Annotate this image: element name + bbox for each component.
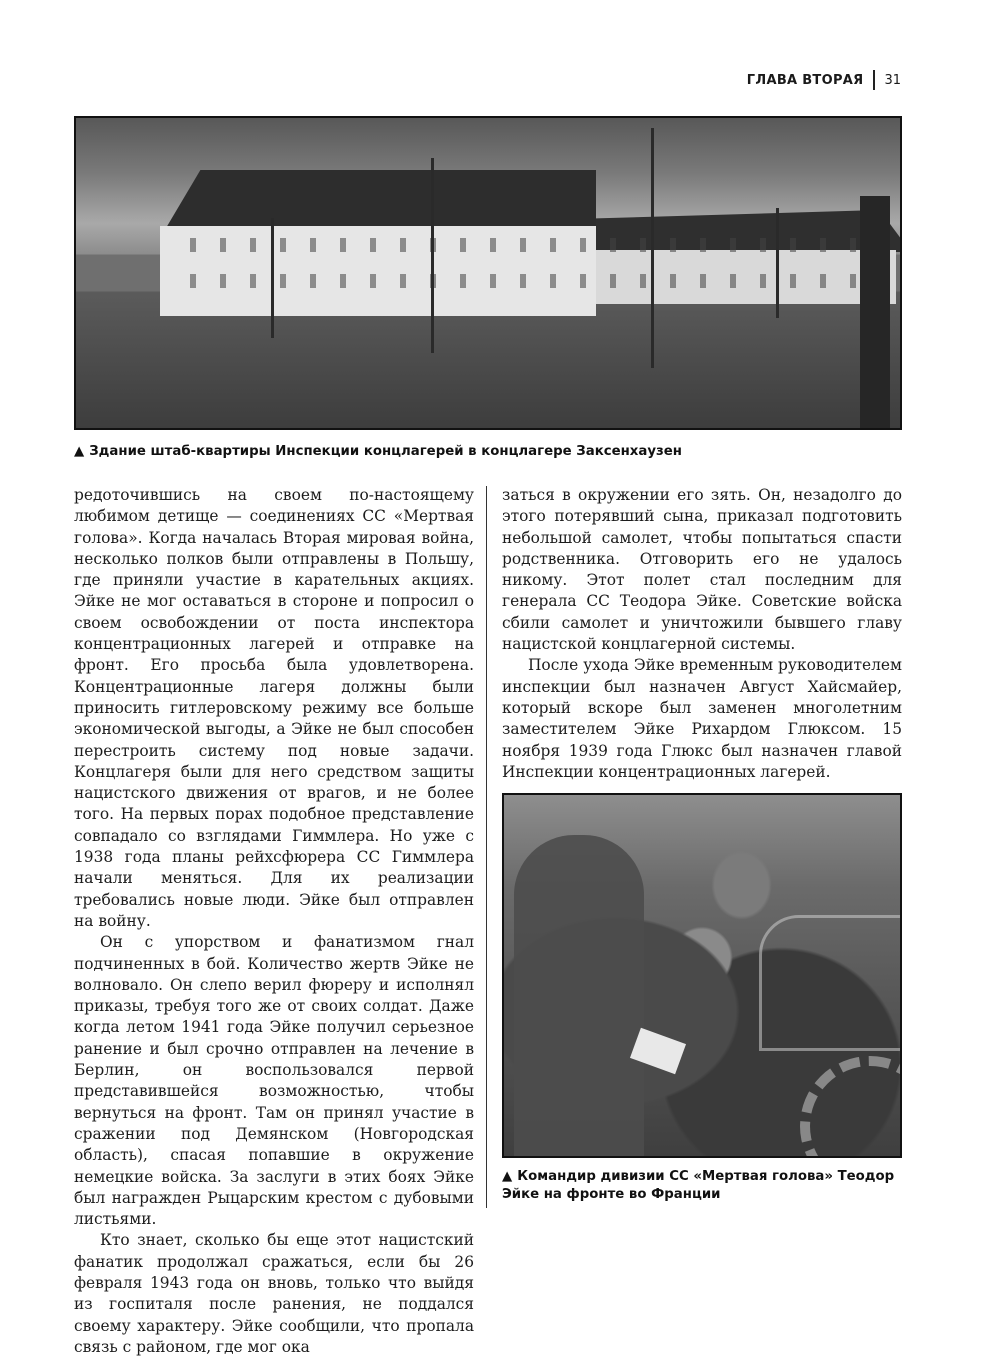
car-windshield — [759, 915, 902, 1051]
young-tree — [271, 218, 274, 338]
running-head — [747, 70, 901, 90]
spare-wheel — [800, 1056, 902, 1158]
officer-figure — [514, 835, 644, 1158]
caption-triangle-icon: ▲ — [74, 444, 85, 459]
top-photo-caption — [74, 443, 904, 461]
eicke-in-car-photo — [502, 793, 902, 1158]
chapter-title: ГЛАВА ВТОРАЯ — [746, 72, 864, 88]
caption-triangle-icon: ▲ — [502, 1169, 513, 1184]
column-divider — [486, 486, 487, 1208]
wooden-post — [860, 196, 890, 428]
paragraph: заться в окружении его зять. Он, незадолго до этого потерявший сына, приказал подготовить небольшой самолет, чтобы попытаться спасти родственника. Отговорить его не удалось никому. Этот полет стал последним для генерала СС Теодора Эйке. Советские войска сбили самолет и уничтожили бывшего главу нацистской концлагерной системы. — [502, 486, 902, 654]
bottom-photo-caption — [502, 1168, 912, 1204]
sachsenhausen-headquarters-photo — [74, 116, 902, 430]
text-column-right — [502, 485, 902, 783]
young-tree — [776, 208, 779, 318]
young-tree — [431, 158, 434, 353]
paragraph: редоточившись на своем по-настоящему любимом детище — соединениях СС «Мертвая голова». Когда началась Вторая мировая война, несколько полков были отправлены в Польшу, где приняли участие в карательных акциях. Эйке не мог оставаться в стороне и попросил о своем освобождении от поста инспектора концентрационных лагерей и отправке на фронт. Его просьба была удовлетворена. Концентрационные лагеря должны были приносить гитлеровскому режиму все больше экономической выгоды, а Эйке не был способен перестроить систему под новые задачи. Концлагеря были для него средством защиты нацистского движения от врагов, и не более того. На первых порах подобное представление совпадало со взглядами Гиммлера. Но уже с 1938 года планы рейхсфюрера СС Гиммлера начали меняться. Для их реализации требовались новые люди. Эйке был отправлен на войну. — [74, 486, 474, 930]
caption-text: Командир дивизии СС «Мертвая голова» Теодор Эйке на фронте во Франции — [502, 1169, 895, 1202]
paragraph: Кто знает, сколько бы еще этот нацистский фанатик продолжал сражаться, если бы 26 февраля 1943 года он вновь, только что выйдя из госпиталя после ранения, не поддался своему характеру. Эйке сообщили, что пропала связь с районом, где мог ока — [74, 1231, 474, 1356]
paragraph: После ухода Эйке временным руководителем инспекции был назначен Август Хайсмайер, который вскоре был заменен многолетним заместителем Эйке Рихардом Глюксом. 15 ноября 1939 года Глюкс был назначен главой Инспекции концентрационных лагерей. — [502, 656, 902, 781]
young-tree — [651, 128, 654, 368]
building-roof — [166, 170, 596, 228]
paragraph: Он с упорством и фанатизмом гнал подчиненных в бой. Количество жертв Эйке не волновало. Он слепо верил фюреру и исполнял приказы, требуя того же от своих солдат. Даже когда летом 1941 года Эйке получил серьезное ранение и был срочно отправлен на лечение в Берлин, он воспользовался первой представившейся возможностью, чтобы вернуться на фронт. Там он принял участие в сражении под Демянском (Новгородская область), спасая попавшие в окружение немецкие войска. За заслуги в этих боях Эйке был награжден Рыцарским крестом с дубовыми листьями. — [74, 933, 474, 1229]
building-windows — [176, 238, 876, 298]
page-number: 31 — [884, 72, 901, 88]
text-column-left — [74, 485, 474, 1358]
header-divider — [873, 70, 875, 90]
caption-text: Здание штаб-квартиры Инспекции концлагерей в концлагере Заксенхаузен — [89, 444, 682, 459]
